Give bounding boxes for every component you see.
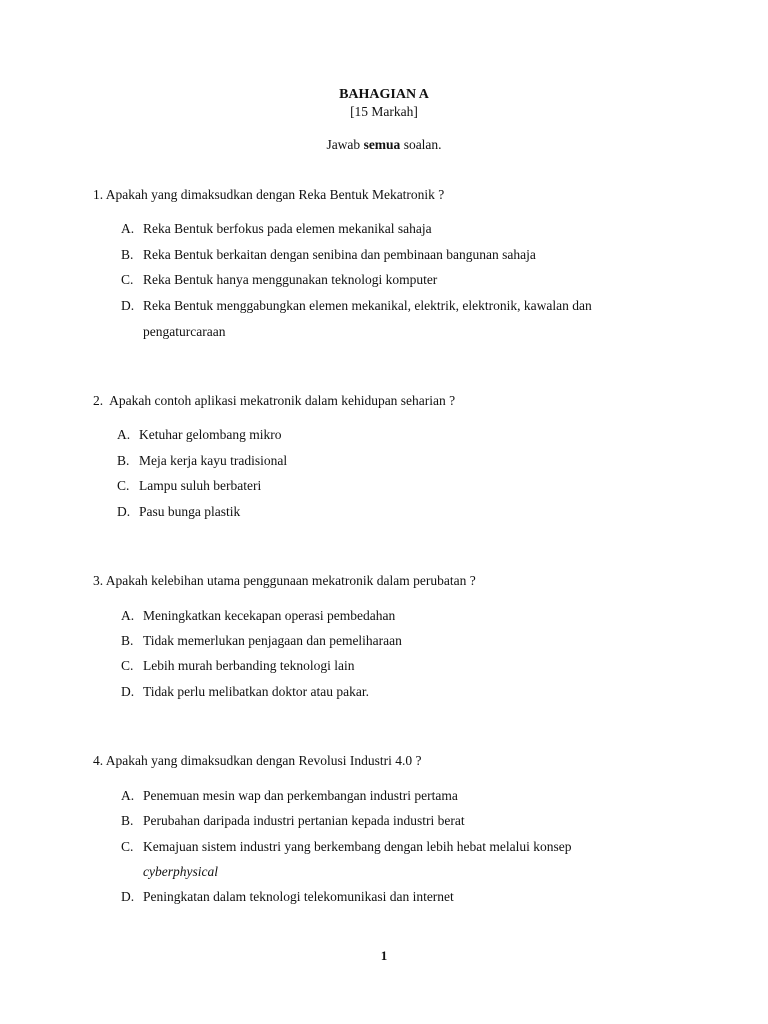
marks-label: [15 Markah] xyxy=(350,104,418,119)
option-letter: B. xyxy=(121,633,134,648)
option-text: Peningkatan dalam teknologi telekomunikasi dan internet xyxy=(143,889,454,904)
option-text: Lampu suluh berbateri xyxy=(139,478,262,493)
question-2-option-c xyxy=(117,478,261,494)
option-text: Meja kerja kayu tradisional xyxy=(139,453,288,468)
option-letter: D. xyxy=(121,298,135,313)
option-letter: D. xyxy=(117,504,131,519)
question-number: 1. xyxy=(93,187,104,202)
option-letter: B. xyxy=(121,247,134,262)
option-text: Reka Bentuk berfokus pada elemen mekanikal sahaja xyxy=(143,221,432,236)
option-text: Reka Bentuk berkaitan dengan senibina dan pembinaan bangunan sahaja xyxy=(143,247,536,262)
option-letter: A. xyxy=(121,608,135,623)
option-letter: D. xyxy=(121,889,135,904)
question-text: Apakah contoh aplikasi mekatronik dalam kehidupan seharian ? xyxy=(109,393,456,408)
question-3-option-a xyxy=(121,608,395,624)
option-continuation: pengaturcaraan xyxy=(143,324,226,339)
question-4-option-c xyxy=(121,839,572,855)
instruction-suffix: soalan. xyxy=(403,137,442,152)
question-4-option-b xyxy=(121,813,465,829)
question-3 xyxy=(93,573,476,589)
option-letter: C. xyxy=(121,839,134,854)
option-letter: B. xyxy=(121,813,134,828)
question-1-option-c xyxy=(121,272,437,288)
question-3-option-d xyxy=(121,684,369,700)
page-number: 1 xyxy=(380,948,388,963)
section-title: BAHAGIAN A xyxy=(339,87,429,102)
option-text: Lebih murah berbanding teknologi lain xyxy=(143,658,355,673)
question-4-option-a xyxy=(121,788,458,804)
option-text: Penemuan mesin wap dan perkembangan industri pertama xyxy=(143,788,458,803)
option-letter: C. xyxy=(121,272,134,287)
instruction-emphasis: semua xyxy=(363,137,401,152)
question-1-option-a xyxy=(121,221,432,237)
option-letter: D. xyxy=(121,684,135,699)
option-text: Reka Bentuk menggabungkan elemen mekanikal, elektrik, elektronik, kawalan dan xyxy=(143,298,592,313)
instruction xyxy=(0,137,768,153)
option-letter: A. xyxy=(117,427,131,442)
question-2-option-a xyxy=(117,427,281,443)
option-letter: C. xyxy=(121,658,134,673)
question-3-option-b xyxy=(121,633,402,649)
question-2-option-b xyxy=(117,453,287,469)
option-text: Reka Bentuk hanya menggunakan teknologi komputer xyxy=(143,272,438,287)
option-text: Meningkatkan kecekapan operasi pembedahan xyxy=(143,608,396,623)
question-1-option-d xyxy=(121,298,592,314)
option-text: Perubahan daripada industri pertanian kepada industri berat xyxy=(143,813,465,828)
option-letter: A. xyxy=(121,788,135,803)
option-text: Kemajuan sistem industri yang berkembang dengan lebih hebat melalui konsep xyxy=(143,839,572,854)
option-letter: B. xyxy=(117,453,130,468)
option-letter: C. xyxy=(117,478,130,493)
question-number: 4. xyxy=(93,753,104,768)
instruction-prefix: Jawab xyxy=(326,137,361,152)
question-number: 2. xyxy=(93,393,104,408)
question-text: Apakah yang dimaksudkan dengan Reka Bentuk Mekatronik ? xyxy=(105,187,445,202)
question-1-option-b xyxy=(121,247,536,263)
question-1 xyxy=(93,187,444,203)
option-text: Tidak perlu melibatkan doktor atau pakar. xyxy=(143,684,369,699)
option-text: Tidak memerlukan penjagaan dan pemeliharaan xyxy=(143,633,402,648)
question-2-option-d xyxy=(117,504,240,520)
question-text: Apakah yang dimaksudkan dengan Revolusi Industri 4.0 ? xyxy=(105,753,422,768)
question-3-option-c xyxy=(121,658,354,674)
option-letter: A. xyxy=(121,221,135,236)
question-4 xyxy=(93,753,421,769)
question-2 xyxy=(93,393,455,409)
option-continuation: cyberphysical xyxy=(143,864,218,879)
option-text: Ketuhar gelombang mikro xyxy=(139,427,282,442)
question-4-option-d xyxy=(121,889,454,905)
option-text: Pasu bunga plastik xyxy=(139,504,241,519)
question-number: 3. xyxy=(93,573,104,588)
question-text: Apakah kelebihan utama penggunaan mekatronik dalam perubatan ? xyxy=(105,573,476,588)
